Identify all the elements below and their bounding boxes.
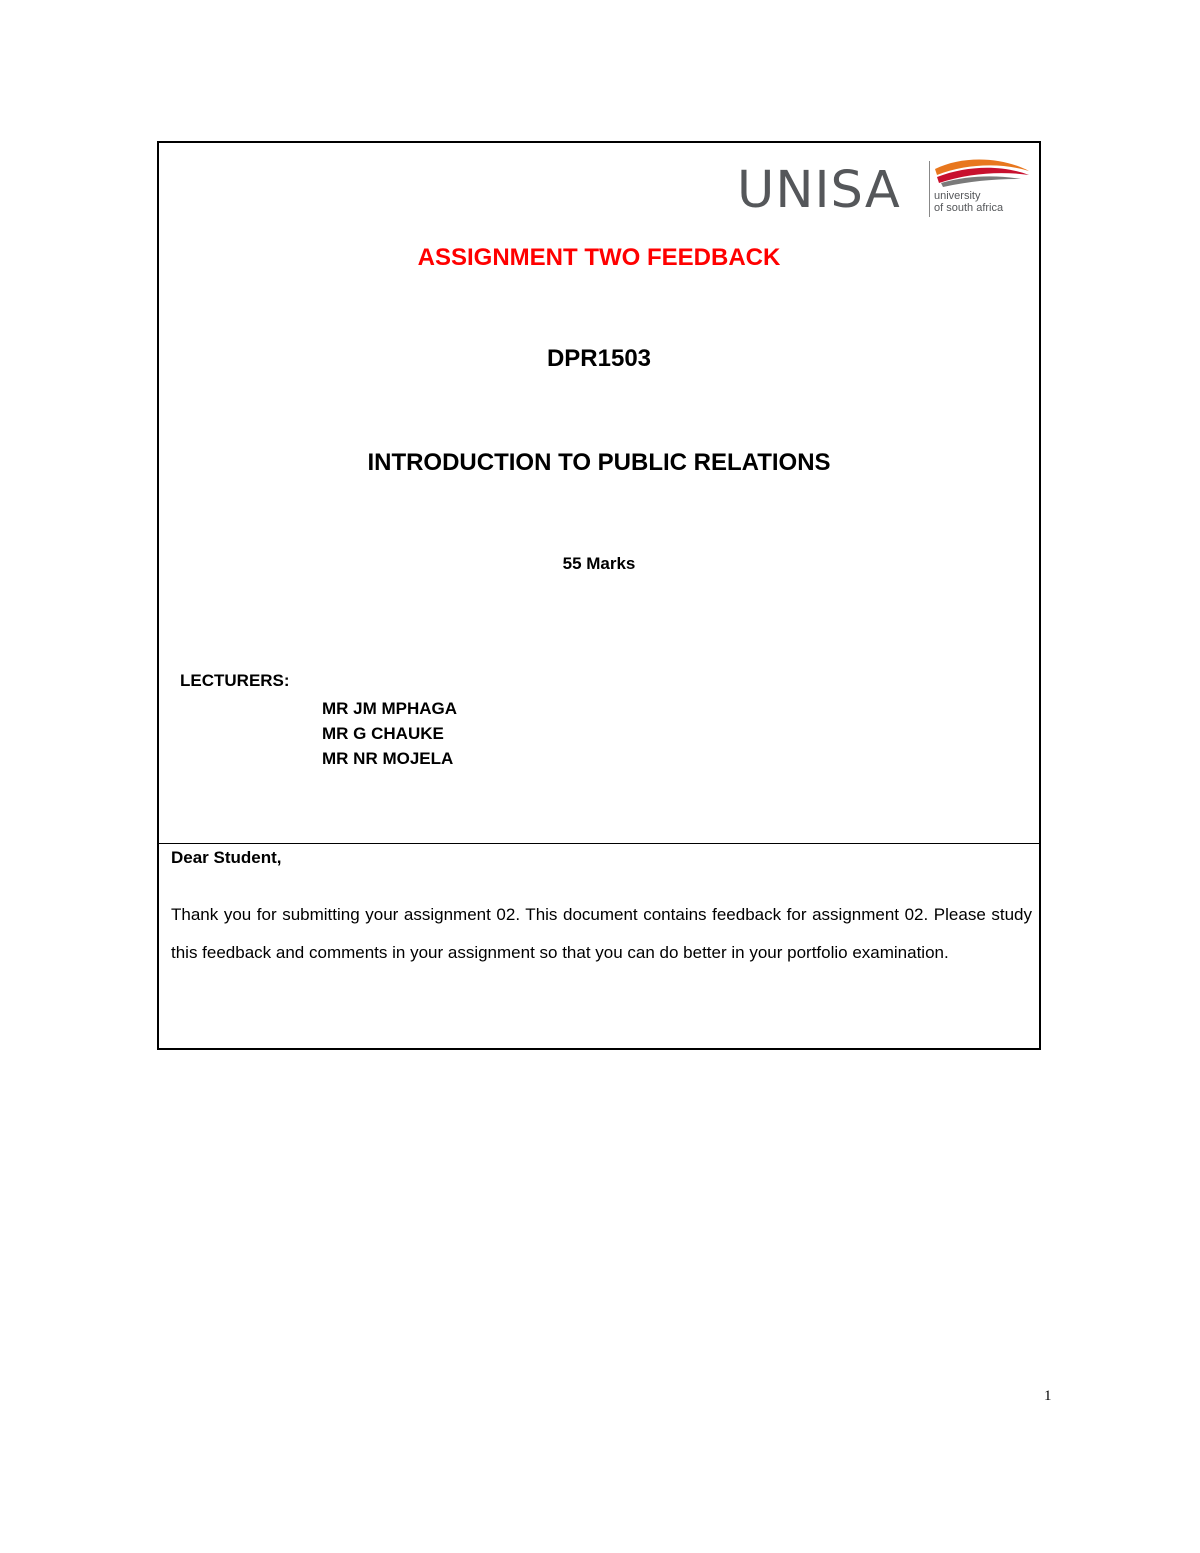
lecturer-name: MR NR MOJELA [322,749,454,768]
logo-swoosh-icon [933,157,1031,187]
salutation: Dear Student, [171,848,282,867]
feedback-paragraph: Thank you for submitting your assignment 02. This document contains feedback for assignment 02. Please study this feedback and comments in your assignment so that you can do better in your portfolio examination. [171,905,1032,962]
cover-section [159,143,1039,844]
logo-subtitle-line2: of south africa [934,202,1004,214]
course-name: INTRODUCTION TO PUBLIC RELATIONS [367,449,831,476]
logo-divider [929,161,930,217]
lecturer-list [322,696,457,771]
marks-total: 55 Marks [562,554,636,573]
logo-subtitle-line1: university [934,190,981,202]
page-number: 1 [1044,1388,1052,1404]
course-code: DPR1503 [546,345,652,372]
document-frame [157,141,1041,1050]
assignment-heading: ASSIGNMENT TWO FEEDBACK [417,244,781,271]
logo-subtitle [934,190,1003,214]
logo-wordmark: UNISA [737,161,901,220]
unisa-logo [737,155,1037,219]
lecturer-name: MR G CHAUKE [322,724,444,743]
lecturers-label: LECTURERS: [180,671,290,690]
lecturer-name: MR JM MPHAGA [322,699,458,718]
